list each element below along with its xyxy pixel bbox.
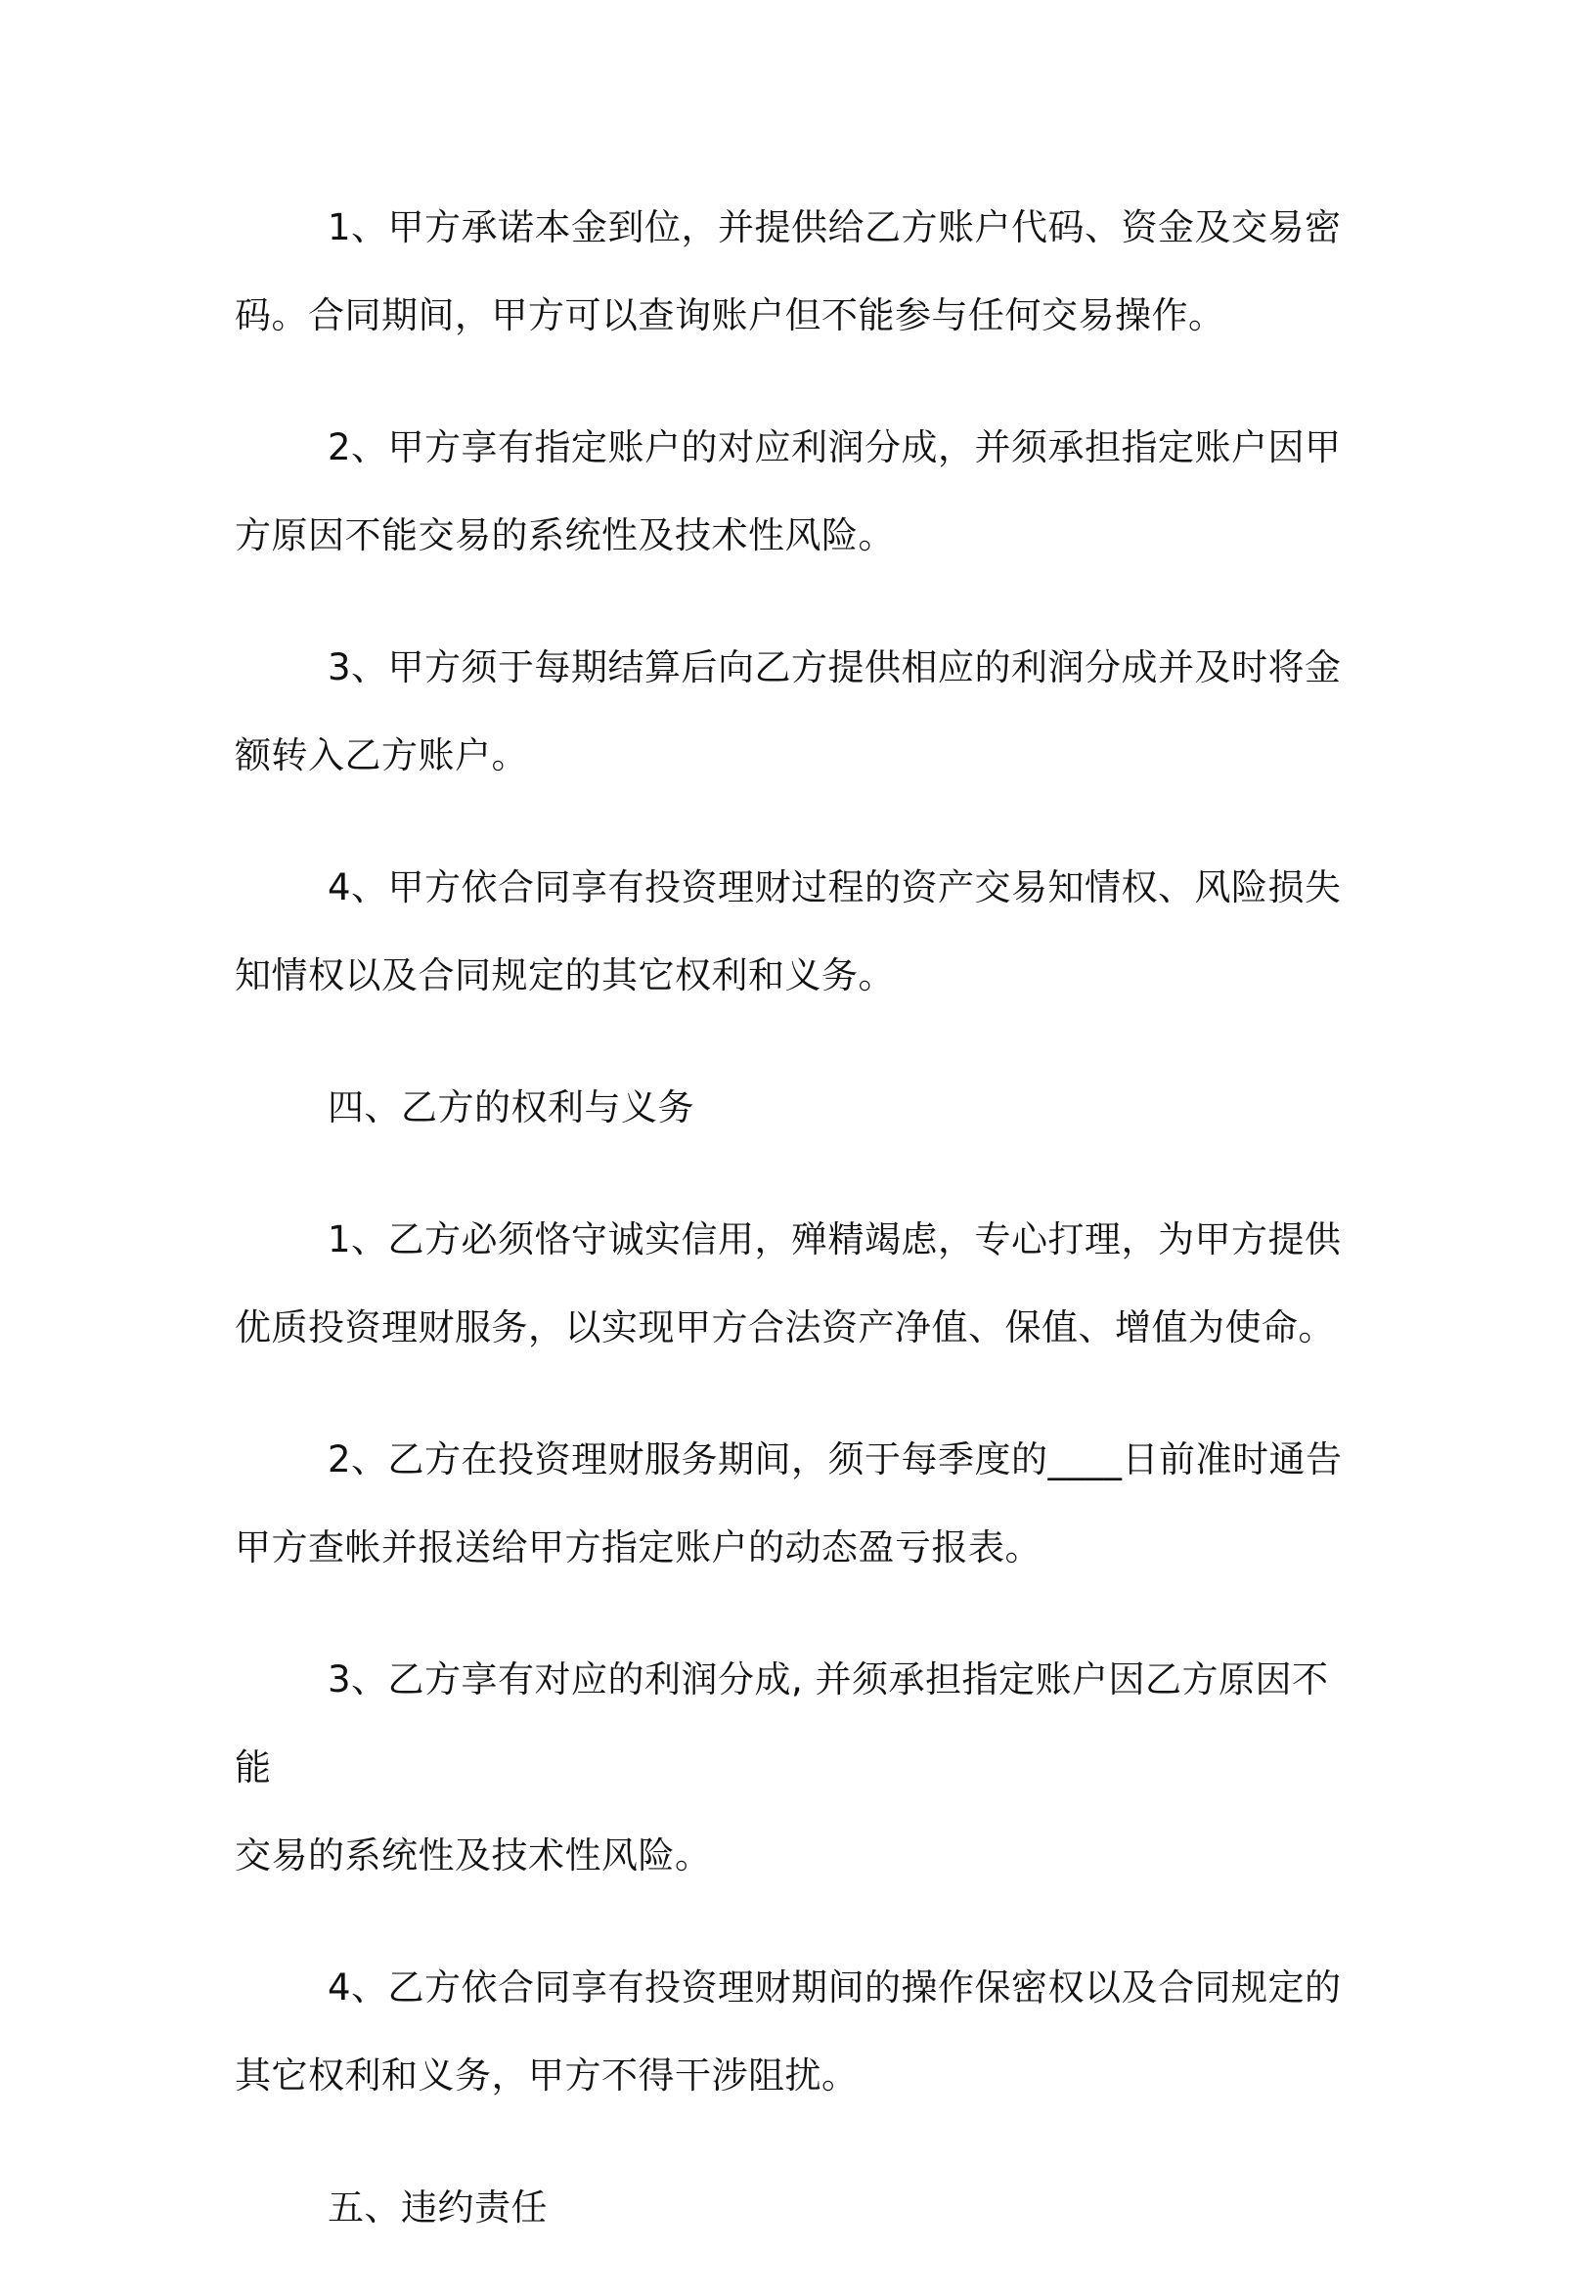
clause-line: 2、乙方在投资理财服务期间，须于每季度的____日前准时通告 bbox=[328, 1438, 1343, 1480]
clause-party-a-3 bbox=[235, 624, 1359, 800]
clause-party-a-2 bbox=[235, 404, 1359, 580]
clause-line: 2、甲方享有指定账户的对应利润分成，并须承担指定账户因甲 bbox=[328, 426, 1342, 468]
clause-line: 4、乙方依合同享有投资理财期间的操作保密权以及合同规定的 bbox=[328, 1966, 1342, 2009]
clause-line: 额转入乙方账户。 bbox=[235, 734, 528, 776]
clause-party-a-4 bbox=[235, 844, 1359, 1020]
clause-line: 码。合同期间，甲方可以查询账户但不能参与任何交易操作。 bbox=[235, 294, 1225, 336]
clause-party-b-1 bbox=[235, 1196, 1359, 1372]
clause-line: 方原因不能交易的系统性及技术性风险。 bbox=[235, 514, 895, 556]
clause-party-a-1 bbox=[235, 184, 1359, 360]
section-heading-party-b: 四、乙方的权利与义务 bbox=[328, 1086, 694, 1128]
clause-party-b-2 bbox=[235, 1416, 1359, 1592]
clause-line: 交易的系统性及技术性风险。 bbox=[235, 1834, 712, 1877]
clause-line: 3、乙方享有对应的利润分成, 并须承担指定账户因乙方原因不能 bbox=[235, 1658, 1329, 1788]
clause-line: 1、甲方承诺本金到位，并提供给乙方账户代码、资金及交易密 bbox=[328, 206, 1342, 248]
clause-line: 1、乙方必须恪守诚实信用，殚精竭虑，专心打理，为甲方提供 bbox=[328, 1218, 1342, 1260]
clause-party-b-3 bbox=[235, 1636, 1359, 1900]
clause-line: 知情权以及合同规定的其它权利和义务。 bbox=[235, 954, 895, 996]
clause-line: 其它权利和义务，甲方不得干涉阻扰。 bbox=[235, 2054, 859, 2097]
clause-line: 4、甲方依合同享有投资理财过程的资产交易知情权、风险损失 bbox=[328, 866, 1342, 908]
clause-line: 甲方查帐并报送给甲方指定账户的动态盈亏报表。 bbox=[235, 1526, 1042, 1568]
section-heading-breach-liability: 五、违约责任 bbox=[328, 2186, 548, 2229]
clause-line: 3、甲方须于每期结算后向乙方提供相应的利润分成并及时将金 bbox=[328, 646, 1342, 688]
clause-party-b-4 bbox=[235, 1944, 1359, 2120]
document-body bbox=[235, 184, 1359, 2296]
clause-line: 优质投资理财服务，以实现甲方合法资产净值、保值、增值为使命。 bbox=[235, 1306, 1335, 1348]
